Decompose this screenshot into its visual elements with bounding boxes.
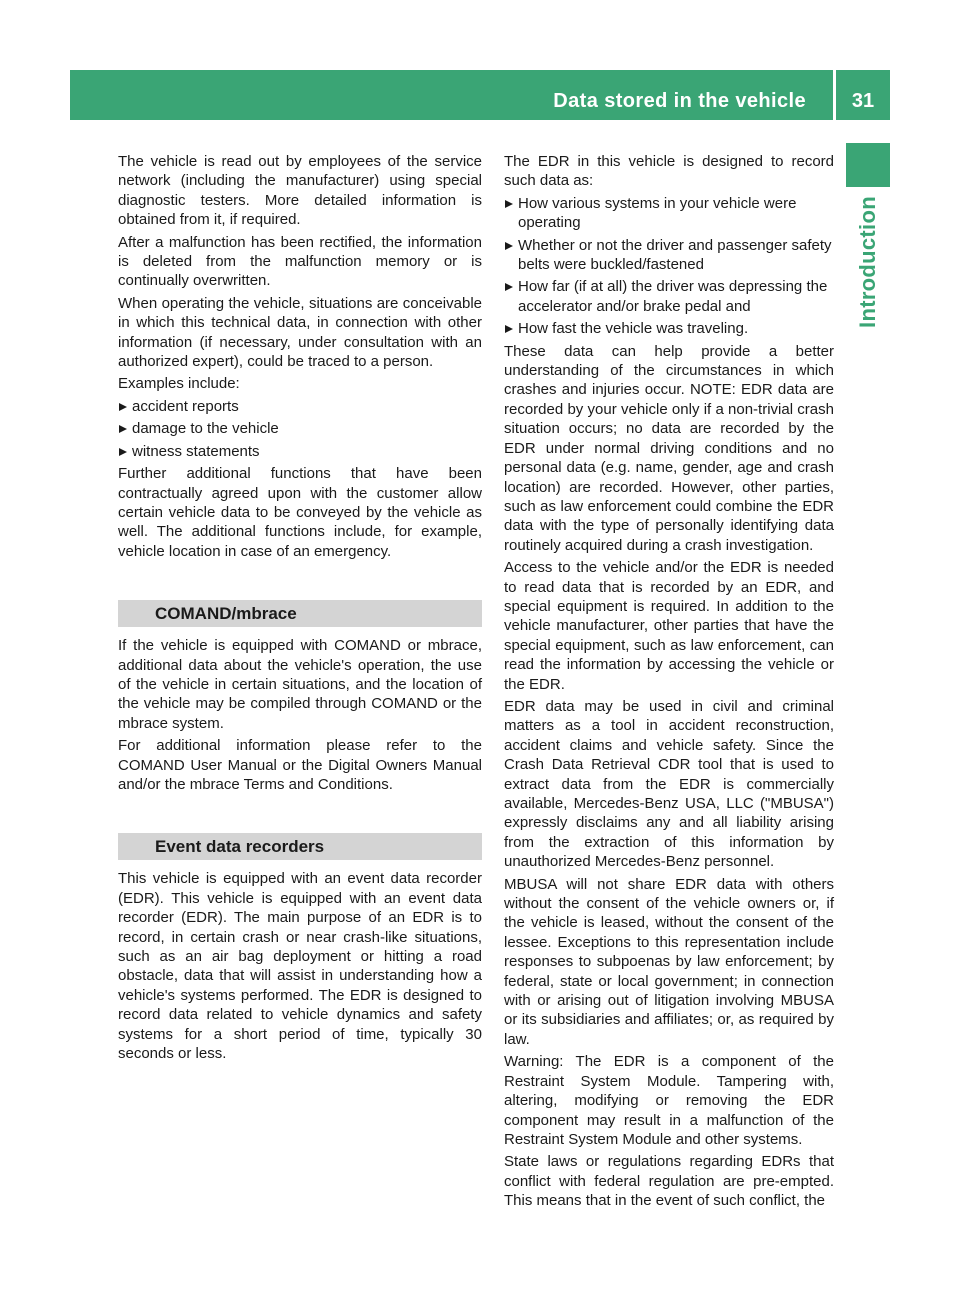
section-heading-comand: COMAND/mbrace (118, 600, 482, 627)
paragraph: The EDR in this vehicle is designed to record such data as: (504, 153, 834, 190)
paragraph: State laws or regulations regarding EDRs that conflict with federal regulation are pre-empted. This means that in the event of such conflict, the (504, 1153, 834, 1210)
paragraph: After a malfunction has been rectified, the information is deleted from the malfunction memory or is continually overwritten. (118, 233, 482, 290)
paragraph: Further additional functions that have been contractually agreed upon with the customer allow certain vehicle data to be conveyed by the vehicle as well. The additional functions include, for example, vehicle location in case of an emergency. (118, 465, 482, 560)
list-item: damage to the vehicle (118, 419, 482, 438)
page-number: 31 (851, 90, 875, 112)
list-item: How far (if at all) the driver was depressing the accelerator and/or brake pedal and (504, 277, 834, 316)
header-bar (70, 70, 890, 120)
list-item: How various systems in your vehicle were operating (504, 194, 834, 233)
paragraph: Examples include: (118, 375, 240, 393)
paragraph: The vehicle is read out by employees of the service network (including the manufacturer) using special diagnostic testers. More detailed information is obtained from it, if required. (118, 153, 482, 229)
paragraph: If the vehicle is equipped with COMAND or mbrace, additional data about the vehicle's operation, the use of the vehicle in certain situations, and the location of the vehicle may be compiled through COMAND or the mbrace system. (118, 637, 482, 732)
page-header-title: Data stored in the vehicle (553, 90, 806, 112)
paragraph: This vehicle is equipped with an event data recorder (EDR). This vehicle is equipped with an event data recorder (EDR). The main purpose of an EDR is to record, in certain crash or near crash-like situations, such as an air bag deployment or hitting a road obstacle, data that will assist in understanding how a vehicle's systems performed. The EDR is designed to record data related to vehicle dynamics and safety systems for a short period of time, typically 30 seconds or less. (118, 870, 482, 1063)
paragraph: When operating the vehicle, situations are conceivable in which this technical data, in connection with other information (if necessary, under consultation with an authorized expert), could be traced to a person. (118, 294, 482, 371)
list-item: Whether or not the driver and passenger safety belts were buckled/fastened (504, 236, 834, 275)
paragraph: Warning: The EDR is a component of the Restraint System Module. Tampering with, altering, modifying or removing the EDR component may result in a malfunction of the Restraint System Module and other systems. (504, 1053, 834, 1148)
left-column (118, 152, 482, 1066)
paragraph: MBUSA will not share EDR data with others without the consent of the vehicle owners or, if the vehicle is leased, without the consent of the lessee. Exceptions to this representation include responses to subpoenas by law enforcement; by federal, state or local government; in connection with or arising out of litigation involving MBUSA or its subsidiaries and affiliates; or, as required by law. (504, 875, 834, 1048)
paragraph: Access to the vehicle and/or the EDR is needed to read data that is recorded by an EDR, and special equipment is required. In addition to the vehicle manufacturer, other parties that have the special equipment, such as law enforcement, can read the information by accessing the vehicle or the EDR. (504, 559, 834, 693)
side-tab-label: Introduction (855, 196, 880, 328)
edr-data-list (504, 194, 834, 339)
list-item: accident reports (118, 397, 482, 416)
side-tab-marker (846, 143, 890, 187)
section-heading-edr: Event data recorders (118, 833, 482, 860)
list-item: witness statements (118, 442, 482, 461)
paragraph: These data can help provide a better understanding of the circumstances in which crashes and injuries occur. NOTE: EDR data are recorded by your vehicle only if a non-trivial crash situation occurs; no data are recorded by the EDR under normal driving conditions and no personal data (e.g. name, gender, age and crash location) are recorded. However, other parties, such as law enforcement could combine the EDR data with the type of personally identifying data routinely acquired during a crash investigation. (504, 342, 834, 554)
right-column (504, 152, 834, 1214)
paragraph: EDR data may be used in civil and criminal matters as a tool in accident reconstruction, accident claims and vehicle safety. Since the Crash Data Retrieval CDR tool that is used to extract data from the EDR is commercially available, Mercedes-Benz USA, LLC ("MBUSA") expressly disclaims any and all liability arising from the extraction of this information by unauthorized Mercedes-Benz personnel. (504, 697, 834, 871)
paragraph: For additional information please refer to the COMAND User Manual or the Digital Owners Manual and/or the mbrace Terms and Conditions. (118, 737, 482, 793)
examples-list (118, 397, 482, 461)
list-item: How fast the vehicle was traveling. (504, 319, 834, 338)
